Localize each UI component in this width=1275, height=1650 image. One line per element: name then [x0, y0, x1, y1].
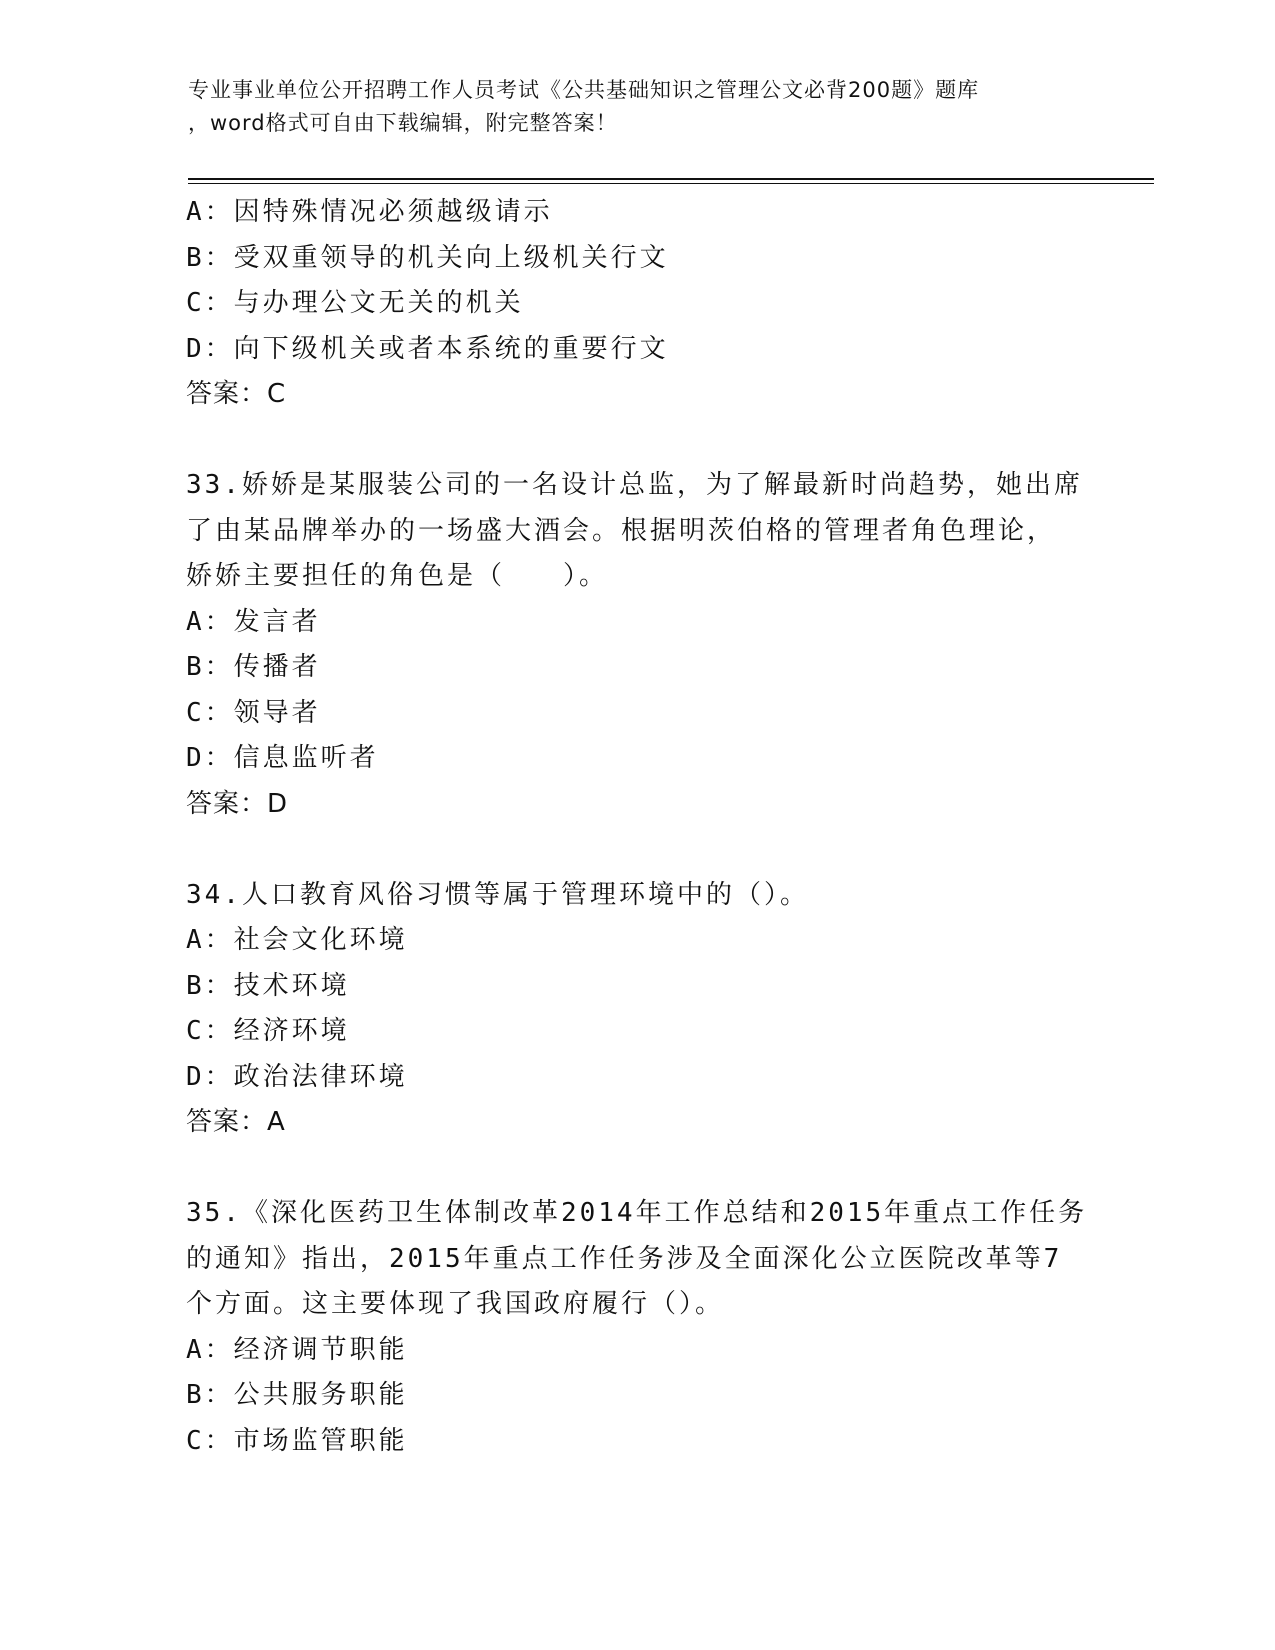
option-b: B：公共服务职能: [186, 1380, 408, 1410]
option-b: B：技术环境: [186, 970, 350, 1001]
header-divider-thin: [188, 183, 1154, 184]
question-list: [186, 190, 1086, 1464]
spacer: [186, 418, 1086, 464]
question-35: [186, 1191, 1086, 1464]
spacer: [186, 1146, 1086, 1192]
option-b: B：受双重领导的机关向上级机关行文: [186, 242, 669, 273]
document-header: [188, 74, 1088, 140]
option-c: C：与办理公文无关的机关: [186, 288, 524, 318]
question-32: [186, 190, 1086, 418]
question-stem-line: 个方面。这主要体现了我国政府履行（）。: [186, 1289, 725, 1319]
option-a: A：发言者: [186, 606, 321, 637]
option-c: C：经济环境: [186, 1016, 350, 1046]
option-c: C：领导者: [186, 697, 321, 728]
question-stem-line: 33.娇娇是某服装公司的一名设计总监，为了解最新时尚趋势，她出席: [186, 470, 1083, 500]
question-stem-line: 娇娇主要担任的角色是（ ）。: [186, 561, 609, 591]
option-c: C：市场监管职能: [186, 1425, 408, 1456]
question-stem-line: 34.人口教育风俗习惯等属于管理环境中的（）。: [186, 879, 809, 910]
option-a: A：社会文化环境: [186, 925, 408, 955]
option-a: A：经济调节职能: [186, 1334, 408, 1365]
answer: 答案：A: [186, 1107, 286, 1137]
answer: 答案：C: [186, 379, 287, 409]
question-33: [186, 463, 1086, 827]
header-title-line-1: 专业事业单位公开招聘工作人员考试《公共基础知识之管理公文必背200题》题库: [188, 78, 980, 102]
question-stem-line: 35.《深化医药卫生体制改革2014年工作总结和2015年重点工作任务: [186, 1198, 1088, 1228]
question-stem-line: 的通知》指出，2015年重点工作任务涉及全面深化公立医院改革等7: [186, 1243, 1063, 1274]
answer: 答案：D: [186, 788, 289, 819]
option-a: A：因特殊情况必须越级请示: [186, 197, 553, 227]
option-d: D：政治法律环境: [186, 1061, 408, 1092]
spacer: [186, 827, 1086, 873]
option-d: D：信息监听者: [186, 743, 379, 773]
option-b: B：传播者: [186, 652, 321, 682]
option-d: D：向下级机关或者本系统的重要行文: [186, 333, 669, 364]
header-title-line-2: ，word格式可自由下载编辑，附完整答案！: [188, 111, 618, 135]
question-stem-line: 了由某品牌举办的一场盛大酒会。根据明茨伯格的管理者角色理论，: [186, 515, 1057, 546]
question-34: [186, 873, 1086, 1146]
header-divider-thick: [188, 178, 1154, 180]
